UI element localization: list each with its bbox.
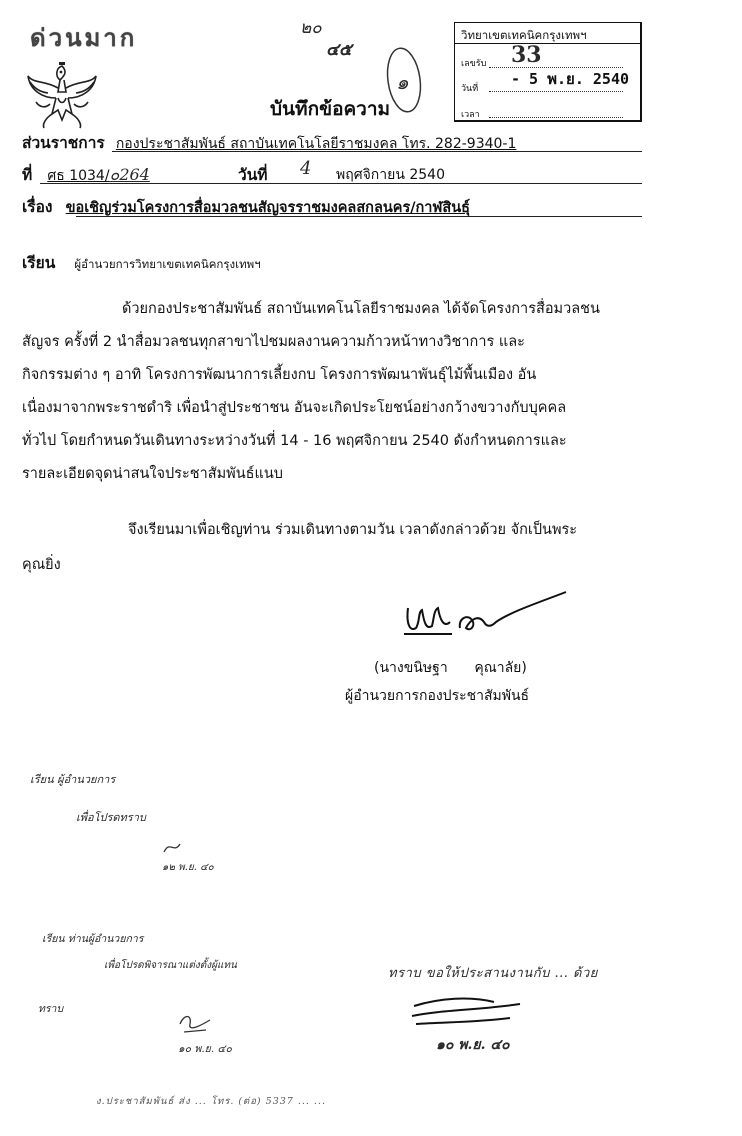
agency-value: กองประชาสัมพันธ์ สถาบันเทคโนโลยีราชมงคล โทร. 282-9340-1 [115, 136, 517, 152]
urgent-stamp: ด่วนมาก [30, 24, 138, 52]
annotation-a-line-1: เรียน ผู้อำนวยการ [30, 773, 116, 786]
subject-value: ขอเชิญร่วมโครงการสื่อมวลชนสัญจรราชมงคลสกลนคร/กาฬสินธุ์ [65, 200, 470, 216]
date-day: 4 [300, 158, 312, 179]
annotation-b-line-1: เรียน ท่านผู้อำนวยการ [42, 933, 144, 945]
receipt-date-value: - 5 พ.ย. 2540 [511, 70, 630, 88]
receipt-date-label: วันที่ [461, 84, 479, 94]
memo-title: บันทึกข้อความ [270, 98, 391, 120]
annotation-a-initial [160, 838, 190, 858]
receipt-number-label: เลขรับ [461, 59, 487, 69]
annotation-c-line-1: ทราบ ขอให้ประสานงานกับ ... ด้วย [388, 966, 598, 981]
date-label: วันที่ [238, 166, 268, 184]
annotation-b-line-3: ทราบ [38, 1003, 64, 1015]
body-line: เนื่องมาจากพระราชดำริ เพื่อนำสู่ประชาชน อันจะเกิดประโยชน์อย่างกว้างขวางกับบุคคล [22, 400, 567, 416]
subject-label: เรื่อง [22, 198, 53, 216]
agency-label: ส่วนราชการ [22, 134, 105, 152]
body-line: กิจกรรมต่าง ๆ อาทิ โครงการพัฒนาการเลี้ยงกบ โครงการพัฒนาพันธุ์ไม้พื้นเมือง อัน [22, 367, 537, 383]
handwritten-number-top: ๒๐ [300, 18, 322, 38]
body-line: รายละเอียดจุดน่าสนใจประชาสัมพันธ์แนบ [22, 466, 283, 482]
body-line: ด้วยกองประชาสัมพันธ์ สถาบันเทคโนโลยีราชมงคล ได้จัดโครงการสื่อมวลชน [122, 301, 600, 317]
receipt-time-label: เวลา [461, 110, 480, 120]
reference-prefix: ศธ 1034/ [47, 168, 110, 184]
reference-number: ๐264 [109, 165, 150, 184]
receipt-number-value: 33 [511, 42, 542, 68]
salutation-value: ผู้อำนวยการวิทยาเขตเทคนิคกรุงเทพฯ [74, 257, 261, 271]
annotation-c-signature [410, 992, 530, 1032]
signatory-name: (นางขนิษฐา คุณาลัย) [374, 660, 527, 676]
date-rest: พฤศจิกายน 2540 [336, 167, 445, 183]
annotation-b-initial [176, 1010, 216, 1036]
receipt-org: วิทยาเขตเทคนิคกรุงเทพฯ [461, 28, 587, 42]
body-paragraph-2 [22, 514, 650, 582]
annotation-b-date: ๑๐ พ.ย. ๔๐ [178, 1043, 232, 1055]
annotation-b-line-2: เพื่อโปรดพิจารณาแต่งตั้งผู้แทน [104, 960, 237, 971]
receipt-stamp [454, 22, 642, 122]
salutation-row [22, 250, 261, 275]
handwritten-number-second: ๔๕ [326, 40, 352, 60]
body-line: ทั่วไป โดยกำหนดวันเดินทางระหว่างวันที่ 14 - 16 พฤศจิกายน 2540 ดังกำหนดการและ [22, 433, 567, 449]
reference-label: ที่ [22, 166, 33, 184]
reference-row [22, 162, 642, 188]
circle-mark-digit: ๑ [396, 70, 409, 94]
footer-scrawl: ง.ประชาสัมพันธ์ ส่ง ... โทร. (ต่อ) 5337 ... ... [96, 1096, 326, 1107]
garuda-emblem-icon [22, 58, 102, 132]
annotation-a-line-2: เพื่อโปรดทราบ [76, 811, 146, 824]
signatory-position: ผู้อำนวยการกองประชาสัมพันธ์ [345, 688, 530, 704]
signature-scrawl [400, 588, 570, 646]
body-line: คุณยิ่ง [22, 557, 61, 573]
salutation-label: เรียน [22, 254, 56, 272]
body-line: สัญจร ครั้งที่ 2 นำสื่อมวลชนทุกสาขาไปชมผลงานความก้าวหน้าทางวิชาการ และ [22, 334, 525, 350]
annotation-a-date: ๑๒ พ.ย. ๔๐ [162, 862, 214, 873]
annotation-c-date: ๑๐ พ.ย. ๔๐ [436, 1037, 510, 1053]
body-paragraph-1 [22, 293, 650, 491]
body-line: จึงเรียนมาเพื่อเชิญท่าน ร่วมเดินทางตามวัน เวลาดังกล่าวด้วย จักเป็นพระ [128, 522, 578, 538]
